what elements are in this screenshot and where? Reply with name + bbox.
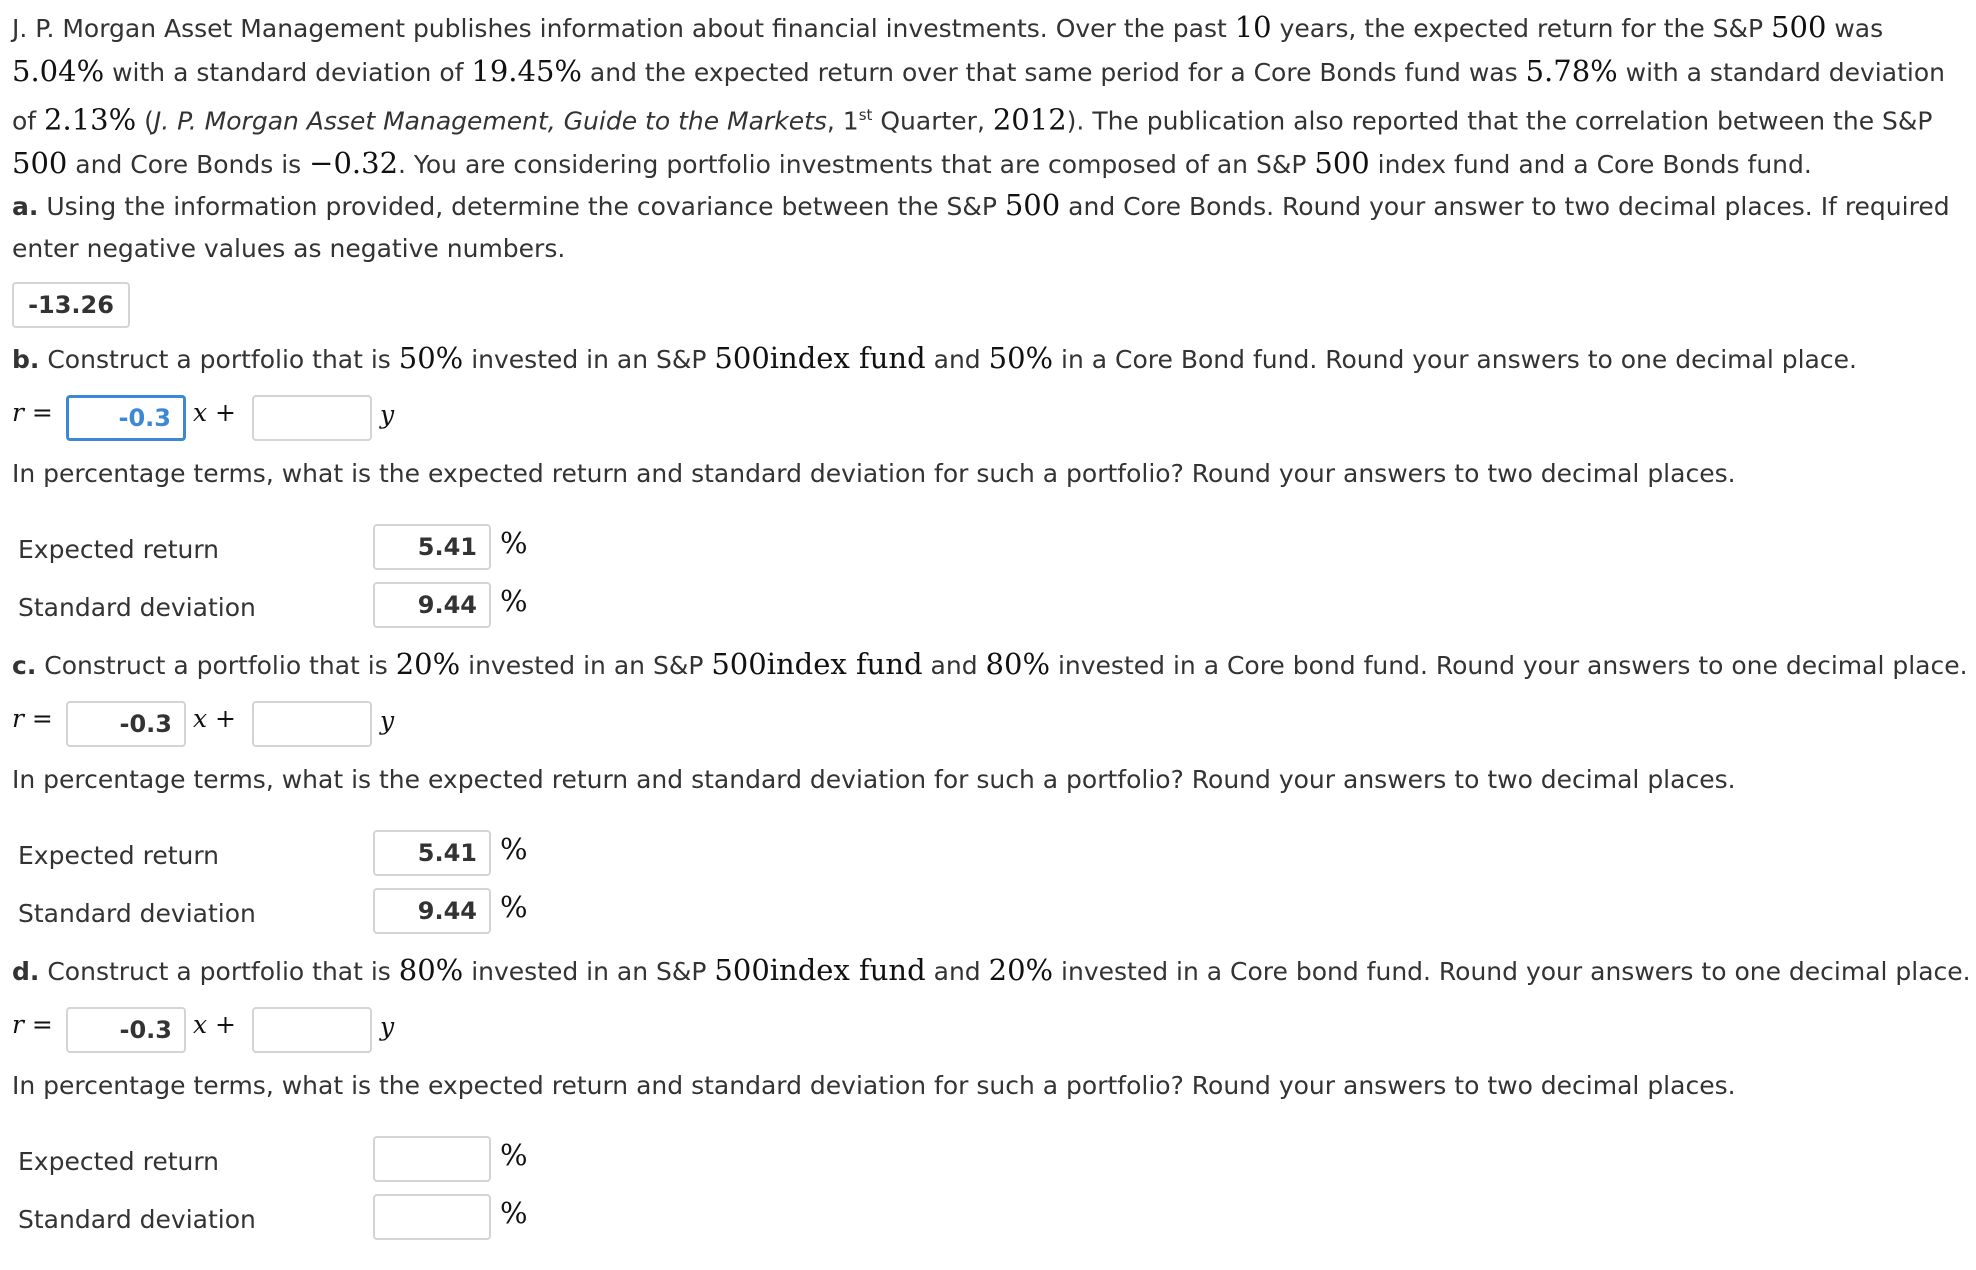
x-plus-label: x +	[193, 398, 236, 427]
part-c-standard-deviation-input[interactable]: 9.44	[373, 888, 491, 934]
expected-return-label: Expected return	[18, 1147, 220, 1176]
part-c-x-coefficient-input[interactable]: -0.3	[66, 701, 186, 747]
part-c-expected-return-input[interactable]: 5.41	[373, 830, 491, 876]
percent-sign: %	[500, 1196, 528, 1230]
part-c-y-coefficient-input[interactable]	[252, 701, 372, 747]
part-d-expected-return-input[interactable]	[373, 1136, 491, 1182]
part-d-question: d. Construct a portfolio that is 80% invested in an S&P 500index fund and 20% invested in a Core bond fund. Round your answers to one decimal place.	[12, 953, 1971, 987]
part-b-y-coefficient-input[interactable]	[252, 395, 372, 441]
part-b-standard-deviation-input[interactable]: 9.44	[373, 582, 491, 628]
r-equals-label: r =	[12, 1010, 53, 1039]
y-label: y	[380, 400, 395, 429]
part-b-percentage-question: In percentage terms, what is the expected return and standard deviation for such a portfolio? Round your answers to two decimal places.	[12, 459, 1736, 488]
part-d-x-coefficient-input[interactable]: -0.3	[66, 1007, 186, 1053]
part-c-question: c. Construct a portfolio that is 20% invested in an S&P 500index fund and 80% invested in a Core bond fund. Round your answers to one decimal place.	[12, 647, 1968, 681]
standard-deviation-label: Standard deviation	[18, 593, 256, 622]
x-plus-label: x +	[193, 1010, 236, 1039]
percent-sign: %	[500, 890, 528, 924]
percent-sign: %	[500, 1138, 528, 1172]
expected-return-label: Expected return	[18, 841, 220, 870]
part-c-percentage-question: In percentage terms, what is the expected return and standard deviation for such a portfolio? Round your answers to two decimal places.	[12, 765, 1736, 794]
standard-deviation-label: Standard deviation	[18, 899, 256, 928]
standard-deviation-label: Standard deviation	[18, 1205, 256, 1234]
part-a-question: a. Using the information provided, determine the covariance between the S&P 500 and Core Bonds. Round your answer to two decimal places. If required enter negative values as negative numbers.	[12, 188, 1950, 263]
covariance-answer-input[interactable]: -13.26	[12, 282, 130, 328]
percent-sign: %	[500, 832, 528, 866]
r-equals-label: r =	[12, 704, 53, 733]
y-label: y	[380, 1012, 395, 1041]
percent-sign: %	[500, 584, 528, 618]
intro-paragraph: J. P. Morgan Asset Management publishes information about financial investments. Over the past 10 years, the expected return for the S&P 500 was 5.04% with a standard deviation of 19.45% and the expected return over that same period for a Core Bonds fund was 5.78% with a standard deviation of 2.13% (J. P. Morgan Asset Management, Guide to the Markets, 1st Quarter, 2012). The publication also reported that the correlation between the S&P 500 and Core Bonds is −0.32. You are considering portfolio investments that are composed of an S&P 500 index fund and a Core Bonds fund.	[12, 10, 1945, 181]
part-b-question: b. Construct a portfolio that is 50% invested in an S&P 500index fund and 50% in a Core Bond fund. Round your answers to one decimal place.	[12, 341, 1857, 375]
part-b-x-coefficient-input[interactable]: -0.3	[66, 395, 186, 441]
x-plus-label: x +	[193, 704, 236, 733]
part-d-percentage-question: In percentage terms, what is the expected return and standard deviation for such a portfolio? Round your answers to two decimal places.	[12, 1071, 1736, 1100]
part-d-y-coefficient-input[interactable]	[252, 1007, 372, 1053]
r-equals-label: r =	[12, 398, 53, 427]
y-label: y	[380, 706, 395, 735]
percent-sign: %	[500, 526, 528, 560]
part-b-expected-return-input[interactable]: 5.41	[373, 524, 491, 570]
part-d-standard-deviation-input[interactable]	[373, 1194, 491, 1240]
expected-return-label: Expected return	[18, 535, 220, 564]
